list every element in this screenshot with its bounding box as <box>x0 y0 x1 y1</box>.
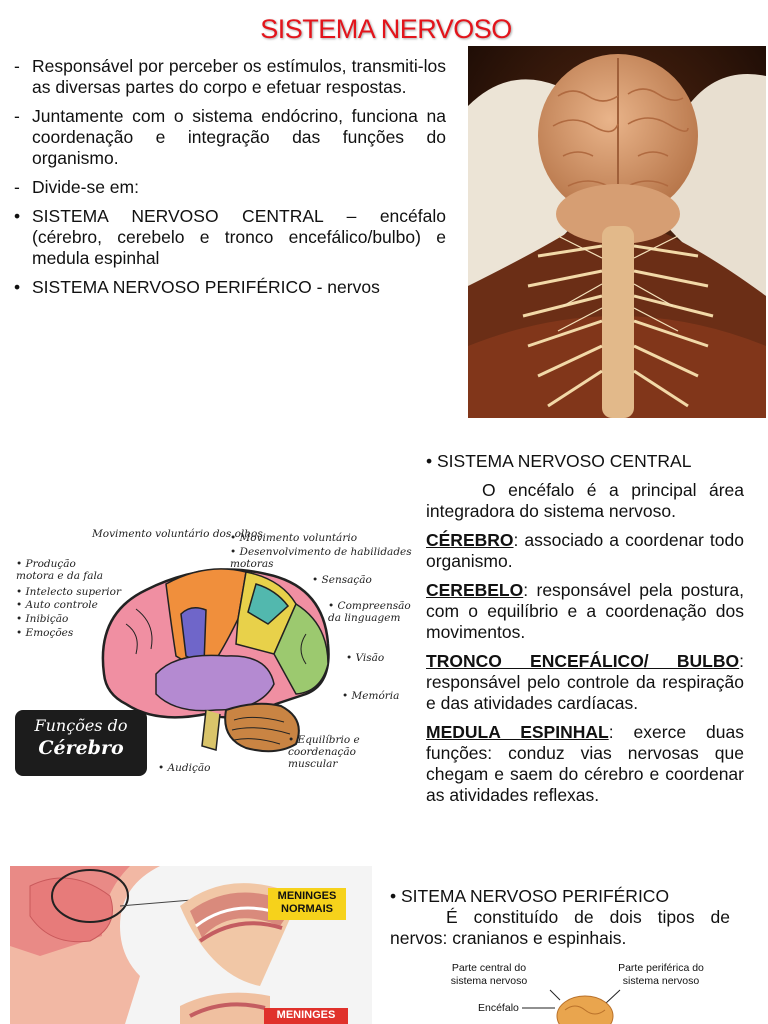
list-item-text: SISTEMA NERVOSO PERIFÉRICO - nervos <box>32 277 380 297</box>
label-balance: • Equilíbrio e coordenação muscular <box>288 734 360 770</box>
pns-heading: • SITEMA NERVOSO PERIFÉRICO <box>390 886 670 906</box>
list-marker: • <box>14 277 21 297</box>
meninges-illustration <box>10 866 372 1024</box>
tronco-text: : responsável pelo controle da respiração e das atividades cardíacas. <box>426 651 744 713</box>
label-memory: • Memória <box>342 690 400 702</box>
list-marker: - <box>14 177 20 197</box>
nervous-system-photo <box>468 46 766 418</box>
medula-paragraph <box>426 722 744 806</box>
list-item-text: Responsável por perceber os estímulos, transmiti-los as diversas partes do corpo e efetuar respostas. <box>32 56 446 97</box>
cerebelo-term: CEREBELO <box>426 580 524 600</box>
cerebelo-paragraph <box>426 580 744 643</box>
list-item-text: Divide-se em: <box>32 177 139 197</box>
central-part-label: Parte central do sistema nervoso <box>450 962 528 987</box>
label-hearing: • Audição <box>158 762 211 774</box>
label-vision: • Visão <box>346 652 385 664</box>
list-marker: - <box>14 56 20 76</box>
label-language: • Compreensão da linguagem <box>328 600 411 624</box>
list-item <box>14 56 446 98</box>
label-self-control: • Auto controle <box>16 599 98 611</box>
tronco-term: TRONCO ENCEFÁLICO/ BULBO <box>426 651 740 671</box>
cns-heading: • SISTEMA NERVOSO CENTRAL <box>426 451 692 471</box>
label-intellect: • Intelecto superior <box>16 586 122 598</box>
intro-list <box>14 56 446 306</box>
label-voluntary-movement: • Movimento voluntário <box>230 532 358 544</box>
brain-functions-badge <box>15 710 147 776</box>
list-item-text: Juntamente com o sistema endócrino, funciona na coordenação e integração das funções do organismo. <box>32 106 446 168</box>
label-motor-skills: • Desenvolvimento de habilidades motoras <box>230 546 412 570</box>
nervous-system-illustration <box>468 46 766 418</box>
medula-term: MEDULA ESPINHAL <box>426 722 609 742</box>
label-inhibition: • Inibição <box>16 613 69 625</box>
list-marker: - <box>14 106 20 126</box>
cerebelo-text: : responsável pela postura, com o equilíbrio e a coordenação dos movimentos. <box>426 580 744 642</box>
list-item <box>14 106 446 169</box>
meninges-second-tag: MENINGES <box>264 1008 348 1024</box>
pns-text: É constituído de dois tipos de nervos: cranianos e espinhais. <box>390 907 730 948</box>
label-speech: • Produção motora e da fala <box>16 558 104 582</box>
badge-line2: Cérebro <box>38 737 124 759</box>
cerebro-text: : associado a coordenar todo organismo. <box>426 530 744 571</box>
pns-section <box>390 886 730 949</box>
list-item <box>14 277 446 298</box>
cerebro-paragraph <box>426 530 744 572</box>
list-marker: • <box>14 206 21 226</box>
label-emotions: • Emoções <box>16 627 74 639</box>
cns-intro: O encéfalo é a principal área integradora do sistema nervoso. <box>426 480 744 521</box>
label-eye-movement: Movimento voluntário dos olhos <box>92 528 263 540</box>
pns-diagram <box>420 960 720 1024</box>
list-item-text: SISTEMA NERVOSO CENTRAL – encéfalo (cérebro, cerebelo e tronco encefálico/bulbo) e medula espinhal <box>32 206 446 268</box>
tronco-paragraph <box>426 651 744 714</box>
list-item <box>14 206 446 269</box>
list-item <box>14 177 446 198</box>
cerebro-term: CÉREBRO <box>426 530 514 550</box>
peripheral-part-label: Parte periférica do sistema nervoso <box>618 962 704 987</box>
medula-text: : exerce duas funções: conduz vias nervosas que chegam e saem do cérebro e coordenar as atividades reflexas. <box>426 722 744 805</box>
badge-line1: Funções do <box>34 716 128 735</box>
label-sensation: • Sensação <box>312 574 372 586</box>
encefalo-label: Encéfalo <box>478 1002 519 1014</box>
page-title: SISTEMA NERVOSO <box>260 14 512 44</box>
cns-section <box>426 451 744 814</box>
meninges-normal-tag: MENINGES NORMAIS <box>268 888 346 920</box>
